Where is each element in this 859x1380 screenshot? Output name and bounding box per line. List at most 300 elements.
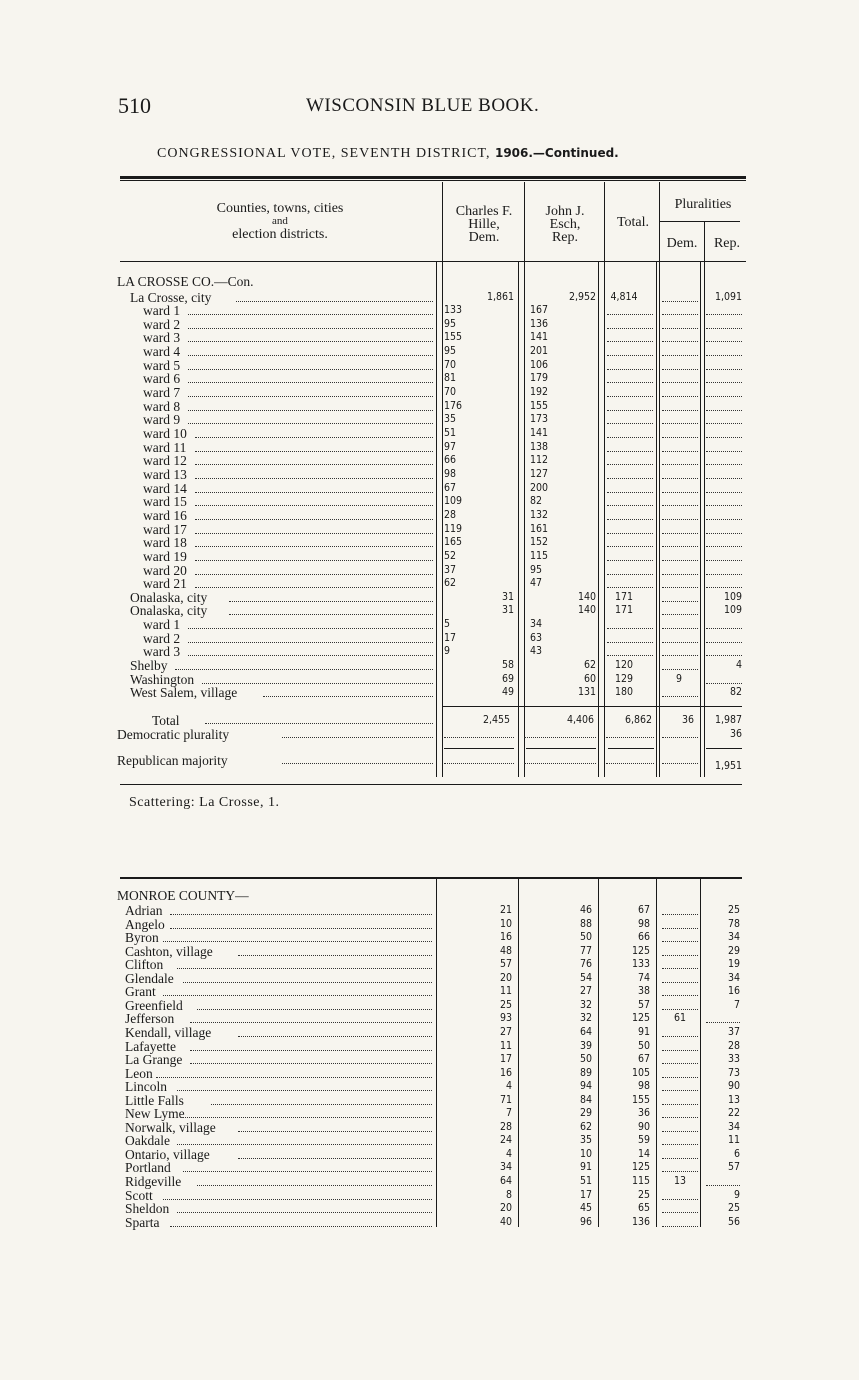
esch-vote: 89 <box>579 1066 592 1079</box>
total-vote: 67 <box>637 904 650 916</box>
blank-dots <box>607 519 653 520</box>
blank-dots <box>662 995 698 996</box>
rep-plurality: 29 <box>727 944 740 957</box>
header-pluralities: Pluralities <box>674 197 732 212</box>
esch-vote: 88 <box>579 917 592 930</box>
leader-dots <box>238 955 432 956</box>
table-row <box>0 441 859 455</box>
blank-dots <box>662 669 698 670</box>
leader-dots <box>183 1171 432 1172</box>
leader-dots <box>190 1063 432 1064</box>
hille-vote: 34 <box>499 1161 512 1174</box>
table-row <box>0 331 859 345</box>
blank-dots <box>706 410 742 411</box>
table-row <box>0 400 859 414</box>
row-name: ward 3 <box>143 330 181 346</box>
total-total: 6,862 <box>624 714 652 726</box>
leader-dots <box>238 1131 432 1132</box>
table-row <box>0 427 859 441</box>
blank-dots <box>662 328 698 329</box>
blank-dots <box>662 696 698 697</box>
table-row <box>0 454 859 468</box>
scattering-note: Scattering: La Crosse, 1. <box>129 795 280 810</box>
hille-vote: 24 <box>499 1134 512 1147</box>
blank-dots <box>706 382 742 383</box>
blank-dots <box>662 968 698 969</box>
row-name: ward 12 <box>143 453 187 469</box>
esch-vote: 46 <box>579 904 592 916</box>
row-name: New Lyme <box>125 1106 185 1122</box>
leader-dots <box>177 968 432 969</box>
rule <box>608 748 654 749</box>
blank-dots <box>607 587 653 588</box>
rep-plurality: 19 <box>727 958 740 971</box>
esch-ward-vote: 82 <box>530 495 543 508</box>
total-vote: 57 <box>637 998 650 1011</box>
total-vote: 91 <box>637 1025 650 1038</box>
blank-dots <box>607 628 653 629</box>
rep-plurality: 90 <box>727 1080 740 1093</box>
table-row <box>0 1134 859 1148</box>
hille-vote: 10 <box>499 917 512 930</box>
table-row <box>0 618 859 632</box>
table-row <box>0 999 859 1013</box>
blank-dots <box>524 763 596 764</box>
blank-dots <box>607 451 653 452</box>
total-vote: 4,814 <box>610 290 638 303</box>
blank-dots <box>662 546 698 547</box>
table-row <box>0 1067 859 1081</box>
leader-dots <box>197 1009 432 1010</box>
blank-dots <box>662 737 698 738</box>
total-vote: 25 <box>637 1188 650 1201</box>
header-label-line3: election districts. <box>232 227 328 242</box>
esch-ward-vote: 138 <box>530 440 549 453</box>
esch-ward-vote: 141 <box>530 427 549 439</box>
rule <box>706 748 742 749</box>
esch-ward-vote: 141 <box>530 331 549 344</box>
table-row <box>0 1012 859 1026</box>
blank-dots <box>662 1009 698 1010</box>
rule <box>526 748 596 749</box>
leader-dots <box>197 1185 432 1186</box>
table-row <box>0 1148 859 1162</box>
table-row <box>0 604 859 618</box>
row-name: Portland <box>125 1160 171 1176</box>
esch-vote: 29 <box>579 1107 592 1120</box>
header-esch-line3: Rep. <box>551 230 579 245</box>
rep-plurality: 9 <box>733 1188 740 1201</box>
rep-plurality: 78 <box>727 917 740 930</box>
blank-dots <box>662 1226 698 1227</box>
blank-dots <box>607 369 653 370</box>
blank-dots <box>607 341 653 342</box>
table-top-rule <box>120 877 742 879</box>
blank-dots <box>662 1104 698 1105</box>
blank-dots <box>662 574 698 575</box>
row-name: ward 2 <box>143 630 181 646</box>
row-name: Lincoln <box>125 1079 167 1095</box>
leader-dots <box>175 669 433 670</box>
blank-dots <box>662 355 698 356</box>
leader-dots <box>183 982 432 983</box>
blank-dots <box>662 437 698 438</box>
table-row <box>0 1216 859 1230</box>
hille-ward-vote: 119 <box>444 522 463 535</box>
header-hille-line3: Dem. <box>468 230 500 245</box>
rep-plurality: 13 <box>727 1093 740 1106</box>
leader-dots <box>195 560 433 561</box>
blank-dots <box>706 1022 740 1023</box>
leader-dots <box>238 1036 432 1037</box>
row-name: ward 16 <box>143 507 187 523</box>
header-rep: Rep. <box>713 236 741 251</box>
table-row <box>0 1175 859 1189</box>
leader-dots <box>188 382 433 383</box>
blank-dots <box>706 451 742 452</box>
leader-dots <box>188 642 433 643</box>
blank-dots <box>662 1077 698 1078</box>
rep-plurality: 1,091 <box>714 290 742 303</box>
total-vote: 74 <box>637 971 650 984</box>
leader-dots <box>170 928 432 929</box>
hille-vote: 20 <box>499 1202 512 1215</box>
leader-dots <box>195 492 433 493</box>
blank-dots <box>706 683 742 684</box>
leader-dots <box>188 314 433 315</box>
row-name: ward 17 <box>143 521 187 537</box>
total-esch: 4,406 <box>566 714 594 726</box>
leader-dots <box>183 1117 432 1118</box>
total-vote: 98 <box>637 917 650 930</box>
blank-dots <box>607 328 653 329</box>
county-heading: LA CROSSE CO.—Con. <box>117 274 254 289</box>
table-row <box>0 673 859 687</box>
table-row <box>0 985 859 999</box>
blank-dots <box>662 1158 698 1159</box>
leader-dots <box>190 1022 432 1023</box>
table-row <box>0 577 859 591</box>
total-vote: 136 <box>631 1215 650 1228</box>
esch-ward-vote: 132 <box>530 508 549 521</box>
row-name: Sheldon <box>125 1201 170 1217</box>
esch-ward-vote: 201 <box>530 345 549 358</box>
esch-vote: 45 <box>579 1202 592 1215</box>
table-subtitle <box>157 146 619 162</box>
esch-ward-vote: 200 <box>530 481 549 494</box>
blank-dots <box>662 423 698 424</box>
row-name: ward 20 <box>143 562 187 578</box>
esch-vote: 17 <box>579 1188 592 1201</box>
blank-dots <box>444 737 514 738</box>
table-top-rule-thin <box>120 180 746 181</box>
row-name: Angelo <box>125 916 165 932</box>
esch-vote: 60 <box>583 672 596 685</box>
header-hille-line2: Hille, <box>468 217 500 232</box>
esch-ward-vote: 112 <box>530 454 549 467</box>
hille-ward-vote: 95 <box>444 317 457 330</box>
table-row <box>0 564 859 578</box>
leader-dots <box>282 737 433 738</box>
row-name: Ontario, village <box>125 1146 210 1162</box>
blank-dots <box>662 369 698 370</box>
hille-vote: 64 <box>499 1175 512 1187</box>
blank-dots <box>607 478 653 479</box>
blank-dots <box>662 587 698 588</box>
blank-dots <box>662 382 698 383</box>
hille-vote: 4 <box>505 1147 512 1160</box>
total-rep-plurality: 1,987 <box>714 714 742 726</box>
hille-ward-vote: 95 <box>444 345 457 358</box>
row-name: Byron <box>125 930 159 946</box>
row-name: Greenfield <box>125 997 183 1013</box>
blank-dots <box>662 1199 698 1200</box>
table-row <box>0 632 859 646</box>
leader-dots <box>188 628 433 629</box>
blank-dots <box>607 396 653 397</box>
blank-dots <box>662 955 698 956</box>
esch-ward-vote: 167 <box>530 304 549 317</box>
blank-dots <box>706 1185 740 1186</box>
row-name: Oakdale <box>125 1133 170 1149</box>
total-vote: 115 <box>631 1175 650 1187</box>
row-name: ward 11 <box>143 439 187 455</box>
rep-plurality: 33 <box>727 1053 740 1066</box>
esch-vote: 84 <box>579 1093 592 1106</box>
blank-dots <box>706 478 742 479</box>
rep-plurality: 11 <box>727 1134 740 1147</box>
table-row <box>0 318 859 332</box>
leader-dots <box>195 437 433 438</box>
row-name: Glendale <box>125 970 174 986</box>
total-vote: 90 <box>637 1120 650 1133</box>
row-name: ward 13 <box>143 466 187 482</box>
total-vote: 120 <box>614 659 634 672</box>
pluralities-divider <box>660 221 740 222</box>
esch-vote: 91 <box>579 1161 592 1174</box>
leader-dots <box>195 505 433 506</box>
leader-dots <box>229 601 433 602</box>
blank-dots <box>706 369 742 370</box>
total-vote: 125 <box>631 944 650 957</box>
row-name: Shelby <box>130 658 168 674</box>
hille-vote: 7 <box>505 1107 512 1120</box>
header-hille-line1: Charles F. <box>455 204 513 219</box>
total-label: Total <box>152 713 180 728</box>
blank-dots <box>706 574 742 575</box>
table-row <box>0 1040 859 1054</box>
subtitle-text: CONGRESSIONAL VOTE, SEVENTH DISTRICT, <box>157 146 491 161</box>
blank-dots <box>662 341 698 342</box>
leader-dots <box>188 328 433 329</box>
header-label-col <box>160 202 400 241</box>
blank-dots <box>662 914 698 915</box>
blank-dots <box>662 492 698 493</box>
blank-dots <box>662 1090 698 1091</box>
esch-vote: 131 <box>577 686 596 699</box>
blank-dots <box>662 533 698 534</box>
rep-plurality: 22 <box>727 1107 740 1120</box>
esch-vote: 64 <box>579 1025 592 1038</box>
esch-vote: 32 <box>579 1012 592 1025</box>
rep-plurality: 37 <box>727 1025 740 1038</box>
row-name: West Salem, village <box>130 685 238 701</box>
table-row <box>0 958 859 972</box>
row-name: ward 14 <box>143 480 187 496</box>
leader-dots <box>163 1199 432 1200</box>
leader-dots <box>263 696 433 697</box>
leader-dots <box>188 355 433 356</box>
blank-dots <box>662 1131 698 1132</box>
hille-vote: 16 <box>499 931 512 944</box>
total-vote: 171 <box>614 590 634 603</box>
blank-dots <box>662 1050 698 1051</box>
blank-dots <box>662 1171 698 1172</box>
dem-plurality-label: Democratic plurality <box>117 727 230 742</box>
blank-dots <box>706 533 742 534</box>
esch-vote: 35 <box>579 1134 592 1147</box>
table-row <box>0 468 859 482</box>
leader-dots <box>170 1226 432 1227</box>
esch-ward-vote: 115 <box>530 549 549 562</box>
leader-dots <box>188 396 433 397</box>
leader-dots <box>170 914 432 915</box>
blank-dots <box>662 941 698 942</box>
row-name: Ridgeville <box>125 1174 182 1189</box>
esch-ward-vote: 152 <box>530 536 549 549</box>
rep-plurality: 56 <box>727 1215 740 1228</box>
blank-dots <box>606 763 654 764</box>
esch-ward-vote: 106 <box>530 358 549 371</box>
blank-dots <box>607 464 653 465</box>
dem-plurality: 61 <box>673 1012 687 1025</box>
total-vote: 129 <box>614 672 634 685</box>
table-row <box>0 1026 859 1040</box>
esch-ward-vote: 47 <box>530 577 543 590</box>
rep-plurality: 34 <box>727 1120 740 1133</box>
table-row <box>0 359 859 373</box>
blank-dots <box>607 314 653 315</box>
esch-ward-vote: 161 <box>530 522 549 535</box>
row-name: La Grange <box>125 1052 183 1068</box>
esch-vote: 94 <box>579 1080 592 1093</box>
row-name: La Crosse, city <box>130 289 212 305</box>
hille-ward-vote: 97 <box>444 440 457 453</box>
total-vote: 155 <box>631 1093 650 1106</box>
esch-vote: 76 <box>579 958 592 971</box>
leader-dots <box>236 301 433 302</box>
row-name: Leon <box>125 1065 153 1081</box>
leader-dots <box>195 519 433 520</box>
leader-dots <box>177 1090 432 1091</box>
leader-dots <box>211 1104 432 1105</box>
hille-vote: 27 <box>499 1025 512 1038</box>
dem-plurality: 13 <box>673 1175 687 1187</box>
blank-dots <box>606 737 654 738</box>
blank-dots <box>607 574 653 575</box>
row-name: Jefferson <box>125 1011 175 1027</box>
total-dem-plurality: 36 <box>681 714 694 726</box>
leader-dots <box>188 423 433 424</box>
blank-dots <box>706 560 742 561</box>
leader-dots <box>156 1077 432 1078</box>
dem-plurality: 9 <box>675 672 682 685</box>
blank-dots <box>706 396 742 397</box>
header-esch-line1: John J. <box>545 204 585 219</box>
table-row <box>0 1094 859 1108</box>
table-row <box>0 345 859 359</box>
total-vote: 65 <box>637 1202 650 1215</box>
leader-dots <box>195 574 433 575</box>
header-total-col: Total. <box>616 215 650 230</box>
blank-dots <box>706 423 742 424</box>
hille-ward-vote: 155 <box>444 331 463 344</box>
leader-dots <box>177 1212 432 1213</box>
esch-ward-vote: 155 <box>530 399 549 412</box>
hille-vote: 69 <box>501 672 514 685</box>
blank-dots <box>706 642 742 643</box>
hille-vote: 40 <box>499 1215 512 1228</box>
rep-plurality: 82 <box>729 686 742 699</box>
blank-dots <box>706 546 742 547</box>
leader-dots <box>238 1158 432 1159</box>
row-name: Adrian <box>125 903 163 918</box>
blank-dots <box>662 478 698 479</box>
leader-dots <box>195 587 433 588</box>
blank-dots <box>662 410 698 411</box>
hille-vote: 4 <box>505 1080 512 1093</box>
blank-dots <box>706 314 742 315</box>
blank-dots <box>662 1117 698 1118</box>
table-bottom-rule <box>120 784 742 785</box>
leader-dots <box>163 995 432 996</box>
table-top-rule <box>120 176 746 179</box>
row-name: Washington <box>130 671 195 687</box>
total-vote: 67 <box>637 1053 650 1066</box>
table-row <box>0 904 859 918</box>
leader-dots <box>163 941 432 942</box>
leader-dots <box>188 410 433 411</box>
leader-dots <box>282 763 433 764</box>
hille-ward-vote: 67 <box>444 481 457 494</box>
row-name: Clifton <box>125 957 164 973</box>
row-name: ward 19 <box>143 548 187 564</box>
rep-plurality: 73 <box>727 1066 740 1079</box>
total-vote: 50 <box>637 1039 650 1052</box>
leader-dots <box>205 723 433 724</box>
blank-dots <box>706 655 742 656</box>
row-name: ward 6 <box>143 371 181 387</box>
subtitle-year: 1906.—Continued. <box>494 146 619 160</box>
row-name: Lafayette <box>125 1038 176 1054</box>
leader-dots <box>188 369 433 370</box>
esch-ward-vote: 192 <box>530 386 549 399</box>
hille-vote: 16 <box>499 1066 512 1079</box>
row-name: ward 4 <box>143 344 181 360</box>
row-name: ward 21 <box>143 576 187 592</box>
blank-dots <box>662 560 698 561</box>
table-row <box>0 372 859 386</box>
leader-dots <box>202 683 433 684</box>
blank-dots <box>662 1036 698 1037</box>
esch-ward-vote: 63 <box>530 631 543 644</box>
blank-dots <box>607 437 653 438</box>
hille-ward-vote: 70 <box>444 386 457 399</box>
hille-vote: 93 <box>499 1012 512 1025</box>
header-hille-col <box>443 205 525 244</box>
blank-dots <box>662 519 698 520</box>
hille-vote: 57 <box>499 958 512 971</box>
